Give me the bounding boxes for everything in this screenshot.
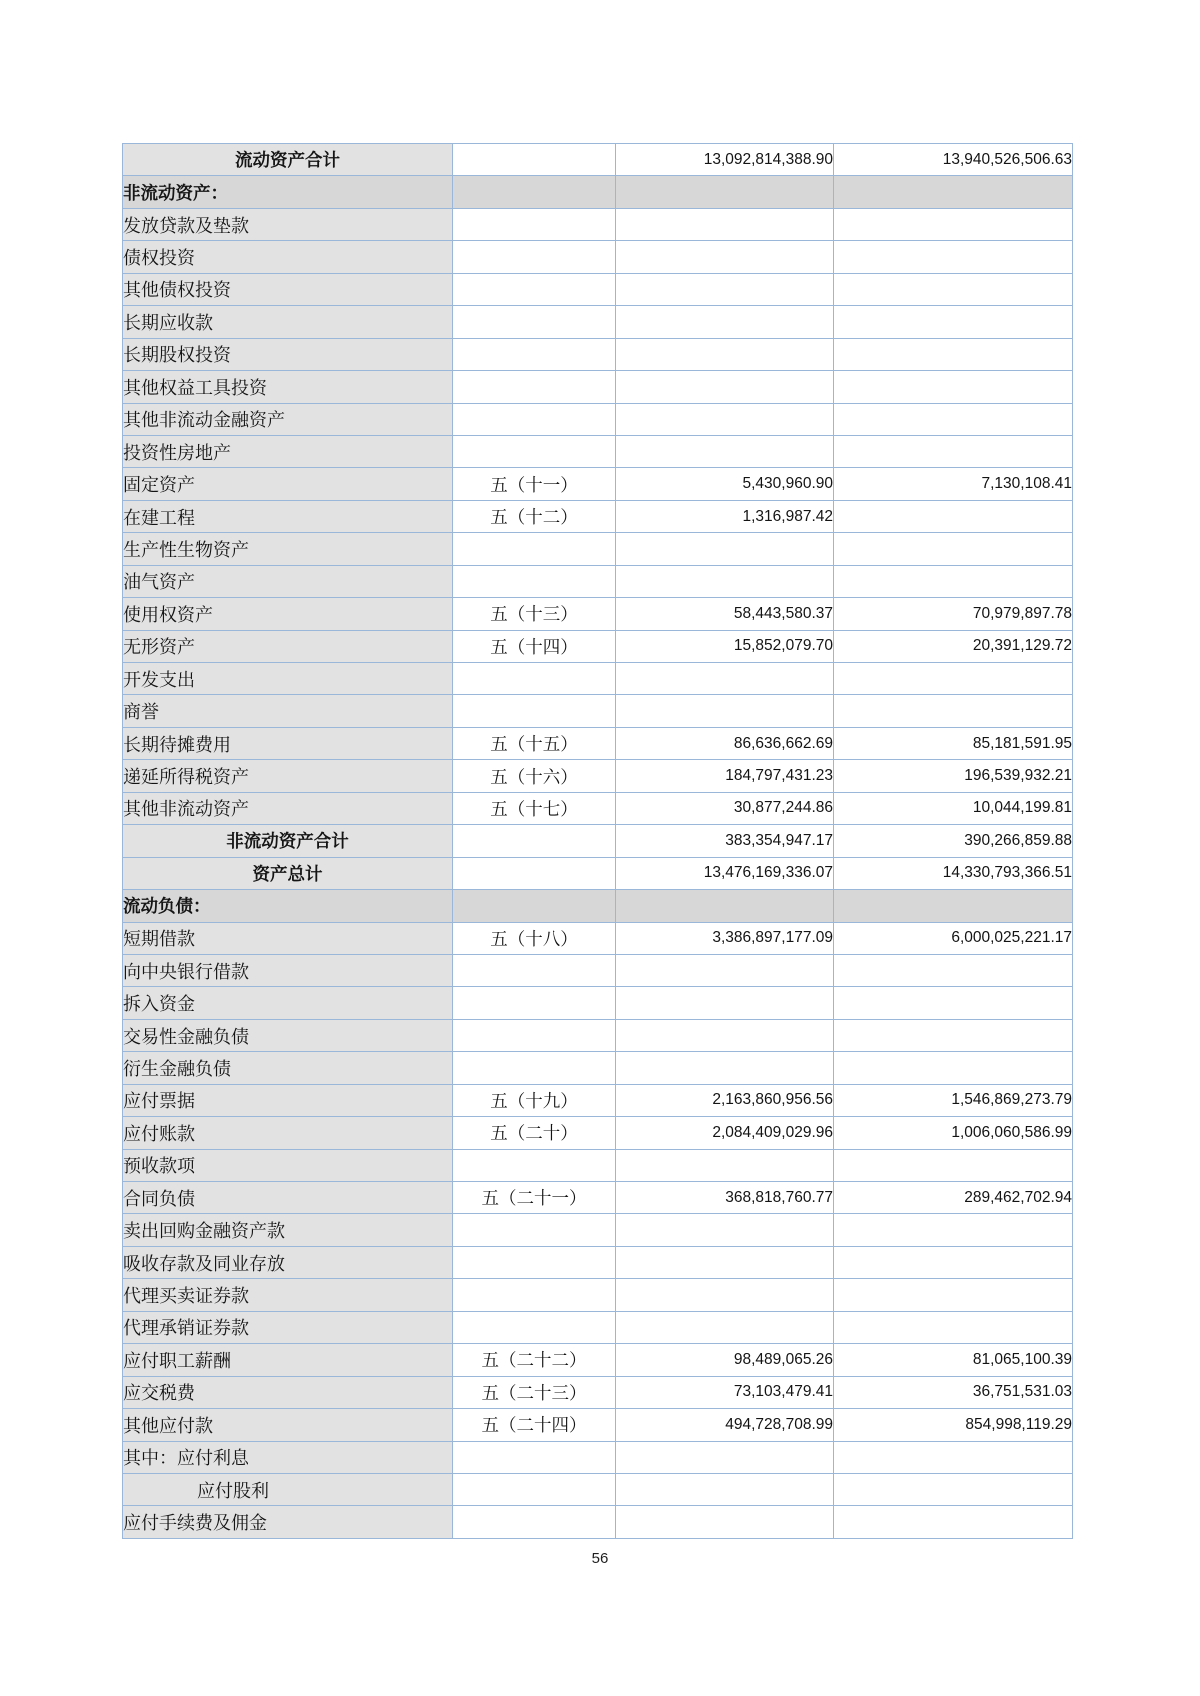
row-label: 无形资产 xyxy=(123,630,453,662)
row-label: 非流动资产合计 xyxy=(123,825,453,857)
row-prior-amount xyxy=(834,1506,1073,1538)
row-current-amount xyxy=(616,1441,834,1473)
row-label: 长期股权投资 xyxy=(123,338,453,370)
row-label: 其他非流动金融资产 xyxy=(123,403,453,435)
table-row xyxy=(123,1409,1073,1441)
table-row xyxy=(123,176,1073,208)
row-label: 在建工程 xyxy=(123,500,453,532)
table-row xyxy=(123,468,1073,500)
row-label: 商誉 xyxy=(123,695,453,727)
row-label: 其他债权投资 xyxy=(123,273,453,305)
row-current-amount: 3,386,897,177.09 xyxy=(616,922,834,954)
row-current-amount xyxy=(616,1019,834,1051)
row-note: 五（十八） xyxy=(453,922,616,954)
row-current-amount xyxy=(616,1052,834,1084)
table-row xyxy=(123,792,1073,824)
row-note: 五（十五） xyxy=(453,727,616,759)
row-label: 流动负债： xyxy=(123,890,453,922)
row-label: 发放贷款及垫款 xyxy=(123,208,453,240)
table-row xyxy=(123,954,1073,986)
row-label: 应付账款 xyxy=(123,1117,453,1149)
row-label: 债权投资 xyxy=(123,241,453,273)
row-note xyxy=(453,1311,616,1343)
row-label: 其中：应付利息 xyxy=(123,1441,453,1473)
row-label: 向中央银行借款 xyxy=(123,954,453,986)
row-label: 其他权益工具投资 xyxy=(123,371,453,403)
row-current-amount xyxy=(616,890,834,922)
row-current-amount xyxy=(616,338,834,370)
row-label: 应付手续费及佣金 xyxy=(123,1506,453,1538)
row-current-amount xyxy=(616,176,834,208)
row-note xyxy=(453,208,616,240)
table-row xyxy=(123,1246,1073,1278)
table-row xyxy=(123,1182,1073,1214)
row-prior-amount: 6,000,025,221.17 xyxy=(834,922,1073,954)
row-note xyxy=(453,565,616,597)
table-row xyxy=(123,500,1073,532)
row-note: 五（二十） xyxy=(453,1117,616,1149)
row-label: 长期应收款 xyxy=(123,306,453,338)
row-prior-amount xyxy=(834,176,1073,208)
row-note xyxy=(453,890,616,922)
row-current-amount: 86,636,662.69 xyxy=(616,727,834,759)
row-note xyxy=(453,1279,616,1311)
row-label: 衍生金融负债 xyxy=(123,1052,453,1084)
row-prior-amount xyxy=(834,1214,1073,1246)
table-body xyxy=(123,144,1073,1539)
row-note xyxy=(453,241,616,273)
row-label: 短期借款 xyxy=(123,922,453,954)
row-prior-amount xyxy=(834,403,1073,435)
row-note xyxy=(453,825,616,857)
row-label: 固定资产 xyxy=(123,468,453,500)
row-prior-amount xyxy=(834,1279,1073,1311)
row-current-amount xyxy=(616,663,834,695)
table-row xyxy=(123,1084,1073,1116)
row-current-amount xyxy=(616,273,834,305)
row-current-amount xyxy=(616,987,834,1019)
row-label: 投资性房地产 xyxy=(123,435,453,467)
row-label: 长期待摊费用 xyxy=(123,727,453,759)
row-note xyxy=(453,1052,616,1084)
row-current-amount xyxy=(616,1279,834,1311)
table-row xyxy=(123,727,1073,759)
row-note xyxy=(453,435,616,467)
row-note: 五（十三） xyxy=(453,598,616,630)
row-prior-amount: 289,462,702.94 xyxy=(834,1182,1073,1214)
row-note: 五（二十二） xyxy=(453,1344,616,1376)
row-current-amount: 30,877,244.86 xyxy=(616,792,834,824)
row-label: 应付票据 xyxy=(123,1084,453,1116)
table-row xyxy=(123,857,1073,889)
row-current-amount: 15,852,079.70 xyxy=(616,630,834,662)
row-note xyxy=(453,663,616,695)
row-prior-amount: 70,979,897.78 xyxy=(834,598,1073,630)
table-row xyxy=(123,598,1073,630)
table-row xyxy=(123,1344,1073,1376)
table-row xyxy=(123,760,1073,792)
row-note xyxy=(453,1506,616,1538)
row-prior-amount xyxy=(834,987,1073,1019)
table-row xyxy=(123,1019,1073,1051)
table-row xyxy=(123,565,1073,597)
row-note: 五（二十一） xyxy=(453,1182,616,1214)
row-prior-amount xyxy=(834,1052,1073,1084)
row-note xyxy=(453,371,616,403)
row-note xyxy=(453,1019,616,1051)
row-note: 五（十七） xyxy=(453,792,616,824)
row-current-amount xyxy=(616,1214,834,1246)
row-prior-amount: 1,546,869,273.79 xyxy=(834,1084,1073,1116)
row-current-amount: 1,316,987.42 xyxy=(616,500,834,532)
row-prior-amount xyxy=(834,695,1073,727)
row-current-amount: 2,084,409,029.96 xyxy=(616,1117,834,1149)
row-prior-amount xyxy=(834,371,1073,403)
row-label: 其他应付款 xyxy=(123,1409,453,1441)
row-label: 应付股利 xyxy=(123,1473,453,1505)
table-row xyxy=(123,1117,1073,1149)
row-current-amount: 2,163,860,956.56 xyxy=(616,1084,834,1116)
row-current-amount xyxy=(616,954,834,986)
table-row xyxy=(123,922,1073,954)
row-note xyxy=(453,1473,616,1505)
row-label: 使用权资产 xyxy=(123,598,453,630)
row-prior-amount: 196,539,932.21 xyxy=(834,760,1073,792)
row-note xyxy=(453,338,616,370)
row-prior-amount xyxy=(834,241,1073,273)
row-current-amount: 98,489,065.26 xyxy=(616,1344,834,1376)
row-prior-amount xyxy=(834,273,1073,305)
page-number: 56 xyxy=(591,1550,609,1567)
table-row xyxy=(123,825,1073,857)
row-prior-amount xyxy=(834,435,1073,467)
row-note: 五（十一） xyxy=(453,468,616,500)
row-label: 资产总计 xyxy=(123,857,453,889)
row-label: 拆入资金 xyxy=(123,987,453,1019)
row-label: 流动资产合计 xyxy=(123,144,453,176)
row-current-amount: 383,354,947.17 xyxy=(616,825,834,857)
row-label: 生产性生物资产 xyxy=(123,533,453,565)
balance-sheet-table xyxy=(122,143,1073,1539)
table-row xyxy=(123,987,1073,1019)
row-prior-amount: 81,065,100.39 xyxy=(834,1344,1073,1376)
row-prior-amount: 14,330,793,366.51 xyxy=(834,857,1073,889)
row-prior-amount: 36,751,531.03 xyxy=(834,1376,1073,1408)
row-current-amount xyxy=(616,306,834,338)
table-row xyxy=(123,533,1073,565)
row-current-amount xyxy=(616,1506,834,1538)
row-prior-amount xyxy=(834,1473,1073,1505)
table-row xyxy=(123,1506,1073,1538)
row-note xyxy=(453,695,616,727)
row-note xyxy=(453,987,616,1019)
row-prior-amount: 20,391,129.72 xyxy=(834,630,1073,662)
row-label: 交易性金融负债 xyxy=(123,1019,453,1051)
row-note xyxy=(453,1246,616,1278)
row-prior-amount xyxy=(834,338,1073,370)
table-row xyxy=(123,1441,1073,1473)
row-note xyxy=(453,1149,616,1181)
row-prior-amount xyxy=(834,663,1073,695)
table-row xyxy=(123,1376,1073,1408)
row-prior-amount xyxy=(834,1019,1073,1051)
table-row xyxy=(123,1052,1073,1084)
row-current-amount xyxy=(616,695,834,727)
row-note: 五（二十三） xyxy=(453,1376,616,1408)
row-prior-amount: 854,998,119.29 xyxy=(834,1409,1073,1441)
row-prior-amount xyxy=(834,500,1073,532)
row-note: 五（十四） xyxy=(453,630,616,662)
row-current-amount xyxy=(616,1149,834,1181)
row-note: 五（十二） xyxy=(453,500,616,532)
row-current-amount xyxy=(616,435,834,467)
row-prior-amount: 13,940,526,506.63 xyxy=(834,144,1073,176)
table-row xyxy=(123,306,1073,338)
row-current-amount xyxy=(616,1473,834,1505)
table-row xyxy=(123,1311,1073,1343)
row-prior-amount: 85,181,591.95 xyxy=(834,727,1073,759)
row-current-amount: 5,430,960.90 xyxy=(616,468,834,500)
row-label: 递延所得税资产 xyxy=(123,760,453,792)
row-current-amount: 13,476,169,336.07 xyxy=(616,857,834,889)
row-note: 五（二十四） xyxy=(453,1409,616,1441)
row-current-amount: 494,728,708.99 xyxy=(616,1409,834,1441)
row-note xyxy=(453,176,616,208)
row-prior-amount xyxy=(834,208,1073,240)
row-prior-amount xyxy=(834,533,1073,565)
row-current-amount xyxy=(616,208,834,240)
row-prior-amount xyxy=(834,890,1073,922)
table-row xyxy=(123,273,1073,305)
row-note xyxy=(453,1441,616,1473)
row-prior-amount xyxy=(834,1149,1073,1181)
row-label: 非流动资产： xyxy=(123,176,453,208)
row-note xyxy=(453,857,616,889)
row-label: 卖出回购金融资产款 xyxy=(123,1214,453,1246)
table-row xyxy=(123,1279,1073,1311)
row-prior-amount: 390,266,859.88 xyxy=(834,825,1073,857)
table-row xyxy=(123,338,1073,370)
row-note xyxy=(453,954,616,986)
row-current-amount xyxy=(616,1311,834,1343)
row-note xyxy=(453,144,616,176)
table-row xyxy=(123,435,1073,467)
row-prior-amount xyxy=(834,565,1073,597)
row-current-amount: 184,797,431.23 xyxy=(616,760,834,792)
row-current-amount xyxy=(616,241,834,273)
row-label: 其他非流动资产 xyxy=(123,792,453,824)
row-prior-amount: 1,006,060,586.99 xyxy=(834,1117,1073,1149)
row-note xyxy=(453,306,616,338)
row-prior-amount xyxy=(834,1311,1073,1343)
row-label: 应付职工薪酬 xyxy=(123,1344,453,1376)
row-label: 油气资产 xyxy=(123,565,453,597)
row-current-amount xyxy=(616,533,834,565)
row-note xyxy=(453,273,616,305)
table-row xyxy=(123,144,1073,176)
row-label: 开发支出 xyxy=(123,663,453,695)
row-note: 五（十九） xyxy=(453,1084,616,1116)
row-note xyxy=(453,533,616,565)
row-note xyxy=(453,403,616,435)
row-current-amount: 73,103,479.41 xyxy=(616,1376,834,1408)
row-prior-amount xyxy=(834,1441,1073,1473)
row-current-amount xyxy=(616,565,834,597)
table-row xyxy=(123,1214,1073,1246)
table-row xyxy=(123,208,1073,240)
row-label: 合同负债 xyxy=(123,1182,453,1214)
row-note xyxy=(453,1214,616,1246)
row-current-amount: 368,818,760.77 xyxy=(616,1182,834,1214)
row-current-amount xyxy=(616,403,834,435)
table-row xyxy=(123,695,1073,727)
row-label: 代理承销证券款 xyxy=(123,1311,453,1343)
row-prior-amount xyxy=(834,1246,1073,1278)
table-row xyxy=(123,403,1073,435)
row-label: 预收款项 xyxy=(123,1149,453,1181)
table-row xyxy=(123,663,1073,695)
table-row xyxy=(123,241,1073,273)
table-row xyxy=(123,890,1073,922)
table-row xyxy=(123,1473,1073,1505)
row-prior-amount: 10,044,199.81 xyxy=(834,792,1073,824)
row-current-amount: 13,092,814,388.90 xyxy=(616,144,834,176)
row-current-amount xyxy=(616,371,834,403)
table-row xyxy=(123,630,1073,662)
row-label: 吸收存款及同业存放 xyxy=(123,1246,453,1278)
row-label: 应交税费 xyxy=(123,1376,453,1408)
row-prior-amount xyxy=(834,954,1073,986)
table-row xyxy=(123,1149,1073,1181)
row-current-amount: 58,443,580.37 xyxy=(616,598,834,630)
row-label: 代理买卖证券款 xyxy=(123,1279,453,1311)
row-current-amount xyxy=(616,1246,834,1278)
row-note: 五（十六） xyxy=(453,760,616,792)
table-row xyxy=(123,371,1073,403)
row-prior-amount: 7,130,108.41 xyxy=(834,468,1073,500)
row-prior-amount xyxy=(834,306,1073,338)
